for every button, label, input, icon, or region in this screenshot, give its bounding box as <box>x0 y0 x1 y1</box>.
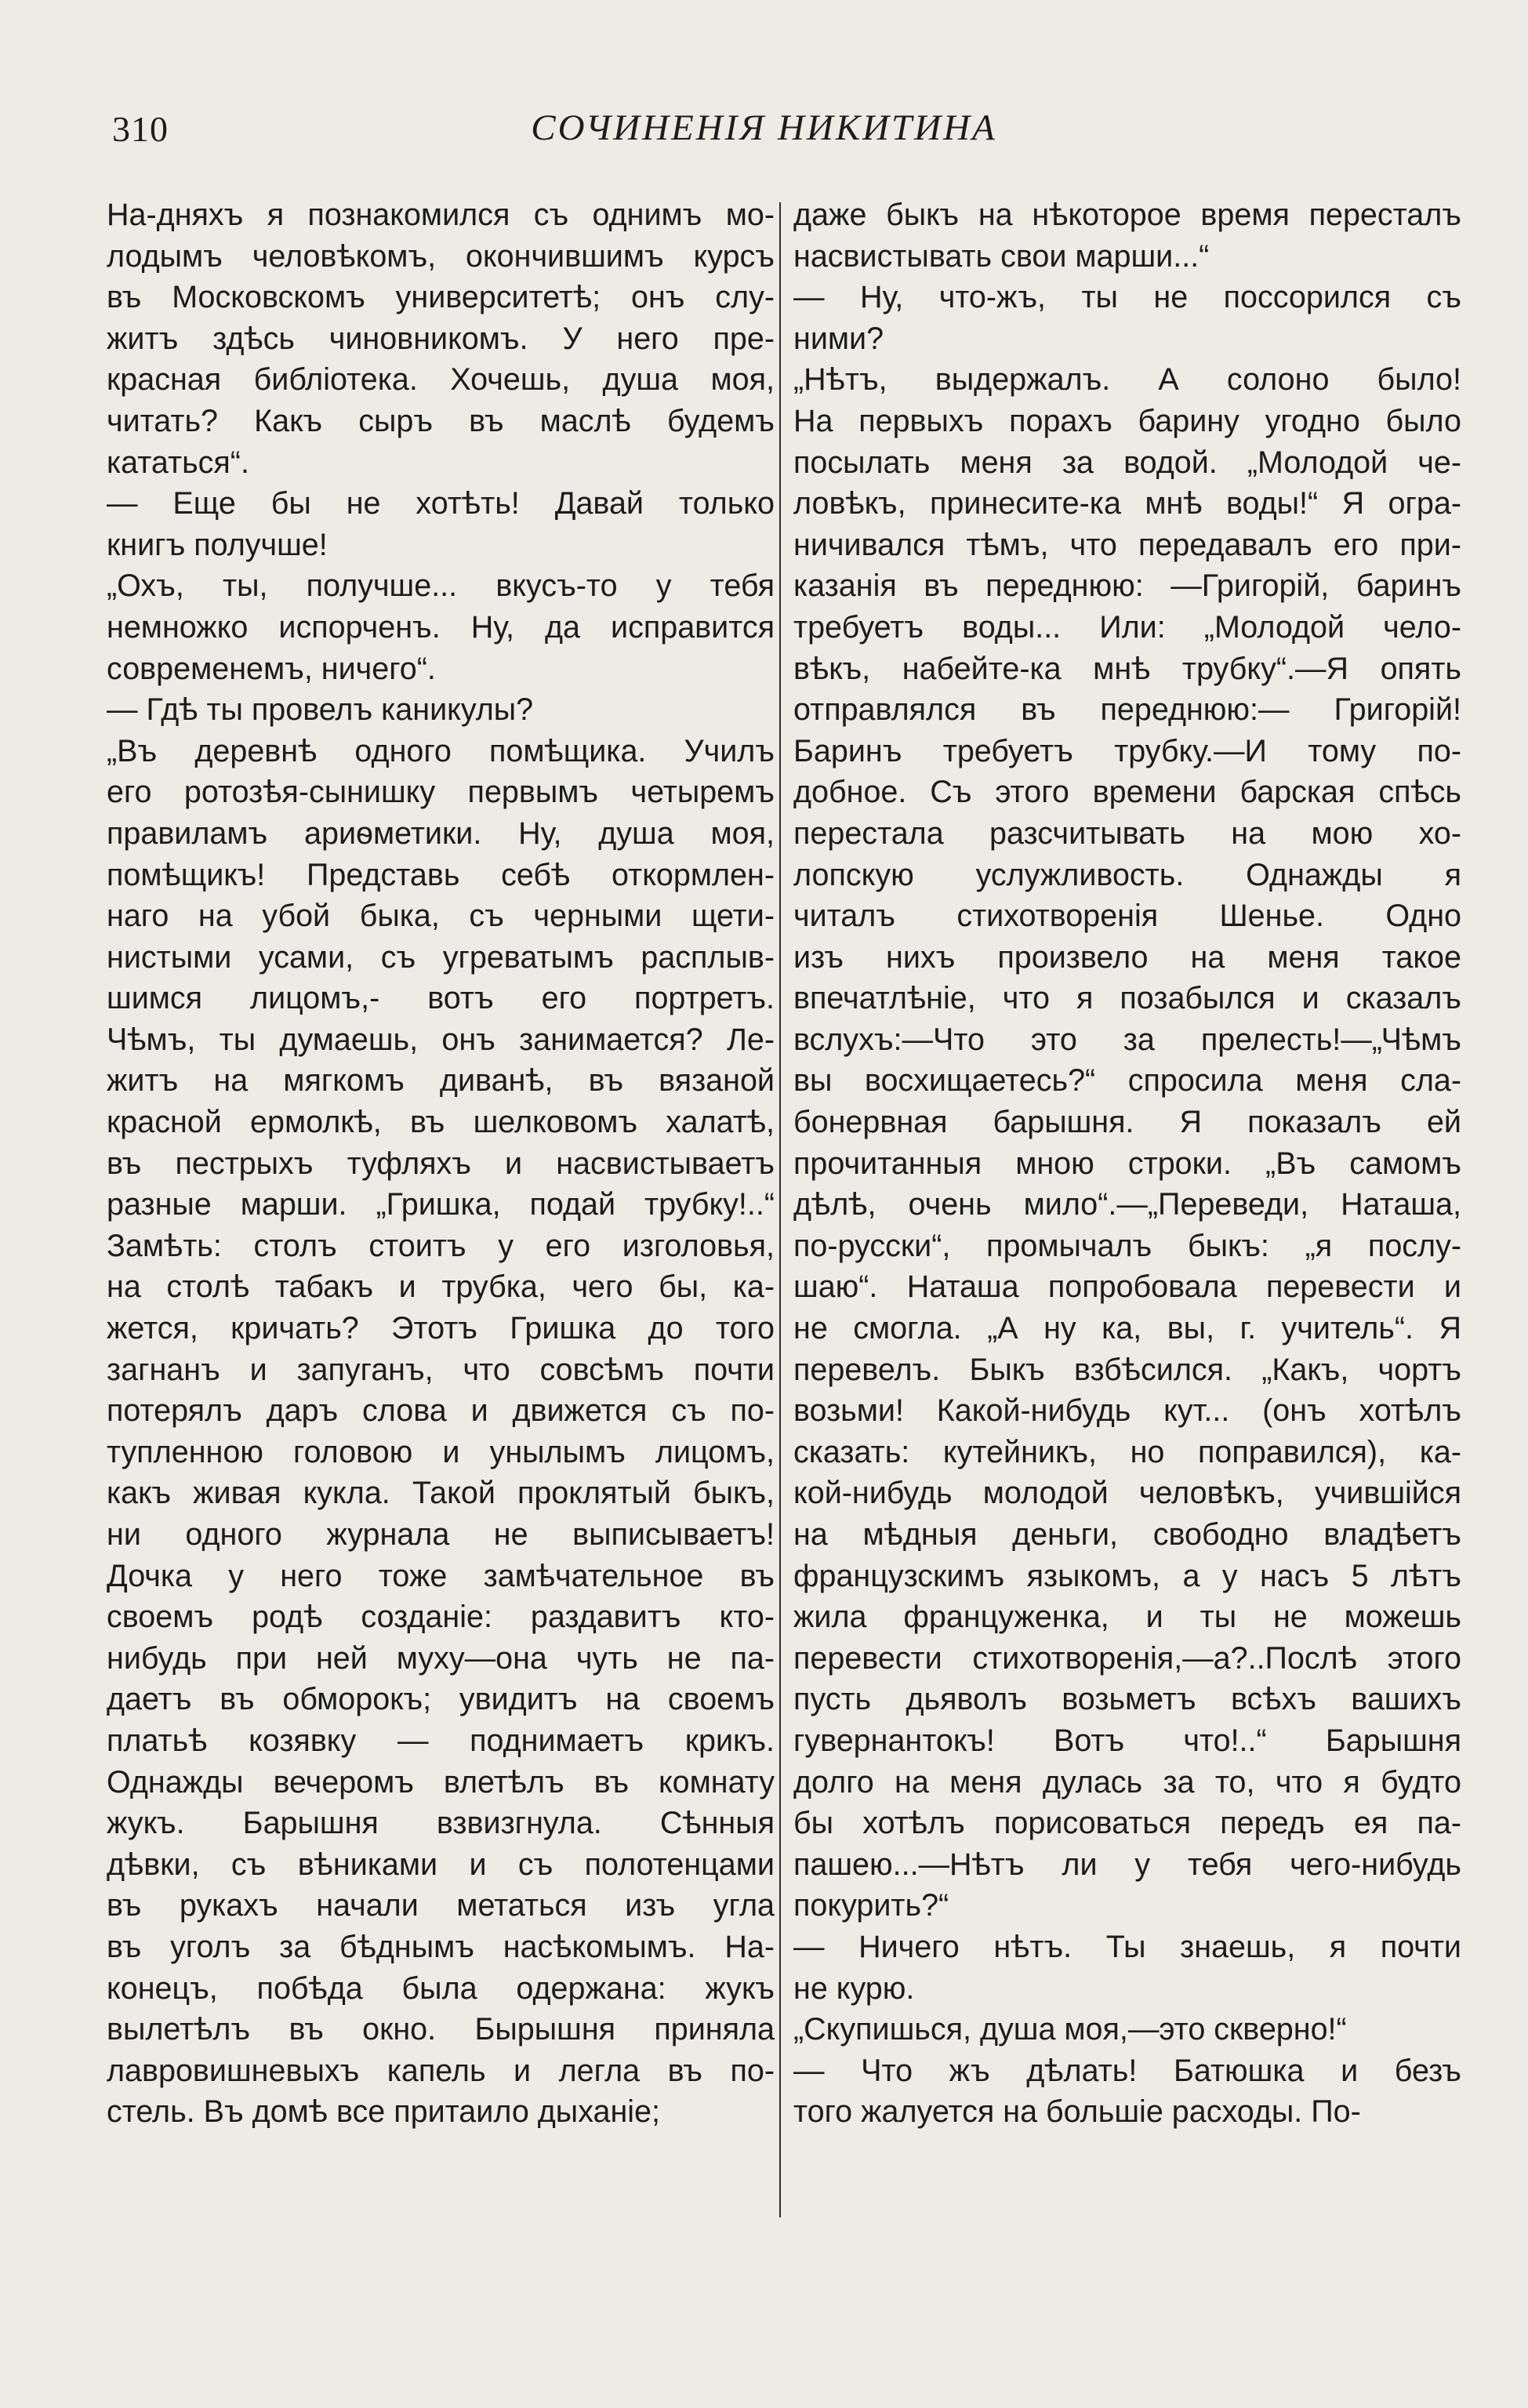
text-line: изъ нихъ произвело на меня такое <box>793 939 1461 975</box>
text-line: На-дняхъ я познакомился съ однимъ мо- <box>107 198 775 232</box>
text-line: насвистывать свои марши...“ <box>793 238 1210 274</box>
text-line: „Скупишься, душа моя,—это скверно!“ <box>793 2012 1347 2047</box>
text-line: помѣщикъ! Представь себѣ откормлен- <box>107 857 775 892</box>
running-title: СОЧИНЕНІЯ НИКИТИНА <box>531 107 997 148</box>
text-line: покурить?“ <box>793 1888 949 1923</box>
text-line: — Еще бы не хотѣть! Давай только <box>107 486 775 521</box>
text-line: даетъ въ обморокъ; увидитъ на своемъ <box>107 1682 775 1717</box>
text-line: вы восхищаетесь?“ спросила меня сла- <box>793 1063 1461 1099</box>
text-line: Замѣть: столъ стоитъ у его изголовья, <box>107 1228 775 1263</box>
text-line: — Гдѣ ты провелъ каникулы? <box>107 692 534 728</box>
text-line: разные марши. „Гришка, подай трубку!..“ <box>107 1187 775 1222</box>
text-line: — Ну, что-жъ, ты не поссорился съ <box>793 280 1461 315</box>
text-line: читалъ стихотворенія Шенье. Одно <box>793 899 1461 934</box>
text-line: гувернантокъ! Вотъ что!..“ Барышня <box>793 1723 1461 1758</box>
text-line: дѣвки, съ вѣниками и съ полотенцами <box>107 1847 775 1882</box>
text-line: долго на меня дулась за то, что я будто <box>793 1764 1461 1800</box>
text-line: того жалуется на большіе расходы. По- <box>793 2094 1361 2130</box>
text-line: красной ермолкѣ, въ шелковомъ халатѣ, <box>107 1105 775 1140</box>
text-line: Дочка у него тоже замѣчательное въ <box>107 1558 775 1593</box>
text-line: даже быкъ на нѣкоторое время пересталъ <box>793 198 1461 232</box>
text-line: лопскую услужливость. Однажды я <box>793 857 1461 892</box>
text-line: тупленною головою и унылымъ лицомъ, <box>107 1434 775 1469</box>
text-line: сказать: кутейникъ, но поправился), ка- <box>793 1434 1461 1469</box>
text-line: дѣлѣ, очень мило“.—„Переведи, Наташа, <box>793 1187 1461 1222</box>
text-line: его ротозѣя-сынишку первымъ четыремъ <box>107 775 775 810</box>
text-line: какъ живая кукла. Такой проклятый быкъ, <box>107 1476 775 1511</box>
text-line: бы хотѣлъ порисоваться передъ ея па- <box>793 1806 1461 1841</box>
right-text-column <box>793 194 1461 2133</box>
text-line: перевести стихотворенія,—а?..Послѣ этого <box>793 1640 1461 1676</box>
text-line: „Нѣтъ, выдержалъ. А солоно было! <box>793 362 1461 398</box>
text-line: — Ничего нѣтъ. Ты знаешь, я почти <box>793 1929 1461 1964</box>
text-line: французскимъ языкомъ, а у насъ 5 лѣтъ <box>793 1558 1461 1593</box>
text-line: требуетъ воды... Или: „Молодой чело- <box>793 609 1461 645</box>
text-line: Баринъ требуетъ трубку.—И тому по- <box>793 733 1461 768</box>
text-line: на столѣ табакъ и трубка, чего бы, ка- <box>107 1269 775 1305</box>
text-line: вылетѣлъ въ окно. Бырышня приняла <box>107 2012 775 2047</box>
text-line: шаю“. Наташа попробовала перевести и <box>793 1269 1461 1305</box>
text-line: стель. Въ домѣ все притаило дыханіе; <box>107 2094 661 2130</box>
text-line: прочитанныя мною строки. „Въ самомъ <box>793 1146 1461 1181</box>
text-line: бонервная барышня. Я показалъ ей <box>793 1105 1461 1140</box>
text-line: пашею...—Нѣтъ ли у тебя чего-нибудь <box>793 1847 1461 1882</box>
text-line: Чѣмъ, ты думаешь, онъ занимается? Ле- <box>107 1022 775 1057</box>
text-line: книгъ получше! <box>107 527 328 562</box>
text-line: отправлялся въ переднюю:— Григорій! <box>793 692 1461 728</box>
text-line: въ рукахъ начали метаться изъ угла <box>107 1888 775 1923</box>
text-line: ни одного журнала не выписываетъ! <box>107 1517 775 1552</box>
text-line: загнанъ и запуганъ, что совсѣмъ почти <box>107 1352 775 1387</box>
text-line: лодымъ человѣкомъ, окончившимъ курсъ <box>107 238 775 274</box>
text-line: по-русски“, промычалъ быкъ: „я послу- <box>793 1228 1461 1263</box>
text-line: лавровишневыхъ капель и легла въ по- <box>107 2053 775 2088</box>
text-line: кой-нибудь молодой человѣкъ, учившійся <box>793 1476 1461 1511</box>
text-line: на мѣдныя деньги, свободно владѣетъ <box>793 1517 1461 1552</box>
text-line: посылать меня за водой. „Молодой че- <box>793 445 1461 480</box>
text-line: не смогла. „А ну ка, вы, г. учитель“. Я <box>793 1311 1461 1346</box>
text-line: платьѣ козявку — поднимаетъ крикъ. <box>107 1723 775 1758</box>
text-line: правиламъ ариѳметики. Ну, душа моя, <box>107 815 775 851</box>
text-line: ними? <box>793 321 884 356</box>
text-line: жила француженка, и ты не можешь <box>793 1600 1461 1635</box>
text-line: впечатлѣніе, что я позабылся и сказалъ <box>793 981 1461 1016</box>
text-line: нибудь при ней муху—она чуть не па- <box>107 1640 775 1676</box>
text-line: ловѣкъ, принесите-ка мнѣ воды!“ Я огра- <box>793 486 1461 521</box>
text-line: не курю. <box>793 1970 915 2006</box>
left-text-column <box>107 194 775 2133</box>
text-line: читать? Какъ сыръ въ маслѣ будемъ <box>107 403 775 438</box>
text-line: конецъ, побѣда была одержана: жукъ <box>107 1970 775 2006</box>
text-line: житъ здѣсь чиновникомъ. У него пре- <box>107 321 775 356</box>
page-number: 310 <box>112 109 169 149</box>
text-line: шимся лицомъ,- вотъ его портретъ. <box>107 981 775 1016</box>
text-line: „Въ деревнѣ одного помѣщика. Училъ <box>107 733 775 768</box>
text-line: красная библіотека. Хочешь, душа моя, <box>107 362 775 398</box>
text-line: немножко испорченъ. Ну, да исправится <box>107 609 775 645</box>
text-line: На первыхъ порахъ барину угодно было <box>793 403 1461 438</box>
text-line: кататься“. <box>107 445 249 480</box>
text-line: въ уголъ за бѣднымъ насѣкомымъ. На- <box>107 1929 775 1964</box>
text-line: наго на убой быка, съ черными щети- <box>107 899 775 934</box>
page-header <box>0 99 1528 162</box>
text-line: жется, кричать? Этотъ Гришка до того <box>107 1311 775 1346</box>
text-line: ничивался тѣмъ, что передавалъ его при- <box>793 527 1461 562</box>
text-line: перестала разсчитывать на мою хо- <box>793 815 1461 851</box>
text-line: въ Московскомъ университетѣ; онъ слу- <box>107 280 775 315</box>
text-line: вслухъ:—Что это за прелесть!—„Чѣмъ <box>793 1022 1461 1057</box>
text-line: жукъ. Барышня взвизгнула. Сѣнныя <box>107 1806 775 1841</box>
text-line: нистыми усами, съ угреватымъ расплыв- <box>107 939 775 975</box>
text-line: возьми! Какой-нибудь кут... (онъ хотѣлъ <box>793 1393 1461 1429</box>
text-line: житъ на мягкомъ диванѣ, въ вязаной <box>107 1063 775 1099</box>
text-line: „Охъ, ты, получше... вкусъ-то у тебя <box>107 568 775 604</box>
text-line: потерялъ даръ слова и движется съ по- <box>107 1393 775 1429</box>
text-line: въ пестрыхъ туфляхъ и насвистываетъ <box>107 1146 775 1181</box>
text-line: пусть дьяволъ возьметъ всѣхъ вашихъ <box>793 1682 1461 1717</box>
text-line: Однажды вечеромъ влетѣлъ въ комнату <box>107 1764 775 1800</box>
text-line: современемъ, ничего“. <box>107 651 436 686</box>
text-line: перевелъ. Быкъ взбѣсился. „Какъ, чортъ <box>793 1352 1461 1387</box>
text-line: вѣкъ, набейте-ка мнѣ трубку“.—Я опять <box>793 651 1461 686</box>
column-divider <box>779 202 781 2217</box>
text-line: добное. Съ этого времени барская спѣсь <box>793 775 1461 810</box>
text-line: — Что жъ дѣлать! Батюшка и безъ <box>793 2053 1461 2088</box>
text-line: казанія въ переднюю: —Григорій, баринъ <box>793 568 1461 604</box>
text-line: своемъ родѣ созданіе: раздавитъ кто- <box>107 1600 775 1635</box>
